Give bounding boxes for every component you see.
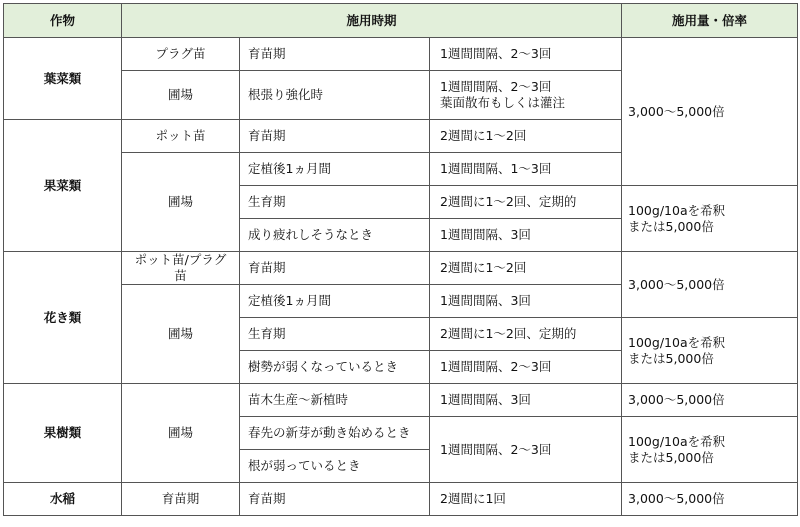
- amount-cell: [622, 186, 798, 252]
- amount-line: 100g/10aを希釈: [628, 202, 726, 218]
- header-row: [4, 4, 798, 38]
- amount-cell: 3,000～5,000倍: [622, 483, 798, 516]
- time-cell: 育苗期: [240, 252, 430, 285]
- time-cell: 春先の新芽が動き始めるとき: [240, 417, 430, 450]
- frequency-note: 葉面散布もしくは灌注: [440, 95, 566, 110]
- header-crop: 作物: [4, 4, 122, 38]
- amount-line: 100g/10aを希釈: [628, 433, 726, 449]
- time-cell: 生育期: [240, 318, 430, 351]
- frequency-cell: 2週間に1～2回: [430, 120, 622, 153]
- amount-line: 100g/10aを希釈: [628, 334, 726, 350]
- stage-cell: 育苗期: [122, 483, 240, 516]
- crop-cell: 花き類: [4, 252, 122, 384]
- frequency-cell: 2週間に1～2回: [430, 252, 622, 285]
- table-row: [4, 252, 798, 285]
- frequency-cell: 1週間間隔、2～3回: [430, 351, 622, 384]
- amount-cell: 3,000～5,000倍: [622, 38, 798, 186]
- table-row: [4, 483, 798, 516]
- amount-cell: [622, 318, 798, 384]
- stage-cell: 圃場: [122, 71, 240, 120]
- frequency-cell: [430, 71, 622, 120]
- frequency-cell: 1週間間隔、2～3回: [430, 38, 622, 71]
- header-amount: 施用量・倍率: [622, 4, 798, 38]
- amount-cell: 3,000～5,000倍: [622, 252, 798, 318]
- frequency-cell: 1週間間隔、1～3回: [430, 153, 622, 186]
- frequency-cell: 1週間間隔、2～3回: [430, 417, 622, 483]
- time-cell: 樹勢が弱くなっているとき: [240, 351, 430, 384]
- time-cell: 成り疲れしそうなとき: [240, 219, 430, 252]
- time-cell: 育苗期: [240, 120, 430, 153]
- frequency-line: 1週間間隔、2～3回: [440, 79, 552, 94]
- frequency-cell: 1週間間隔、3回: [430, 285, 622, 318]
- stage-cell: プラグ苗: [122, 38, 240, 71]
- table-row: [4, 38, 798, 71]
- time-cell: 根が弱っているとき: [240, 450, 430, 483]
- time-cell: 定植後1ヵ月間: [240, 285, 430, 318]
- time-cell: 定植後1ヵ月間: [240, 153, 430, 186]
- frequency-cell: 1週間間隔、3回: [430, 384, 622, 417]
- time-cell: 育苗期: [240, 483, 430, 516]
- crop-cell: 果菜類: [4, 120, 122, 252]
- header-period: 施用時期: [122, 4, 622, 38]
- amount-line: または5,000倍: [628, 218, 714, 234]
- time-cell: 育苗期: [240, 38, 430, 71]
- amount-cell: [622, 417, 798, 483]
- amount-cell: 3,000～5,000倍: [622, 384, 798, 417]
- stage-cell: 圃場: [122, 153, 240, 252]
- frequency-cell: 2週間に1～2回、定期的: [430, 186, 622, 219]
- stage-cell: ポット苗: [122, 120, 240, 153]
- time-cell: 根張り強化時: [240, 71, 430, 120]
- frequency-cell: 2週間に1回: [430, 483, 622, 516]
- application-table: [3, 3, 798, 516]
- table-row: [4, 384, 798, 417]
- time-cell: 生育期: [240, 186, 430, 219]
- stage-cell: ポット苗/プラグ苗: [122, 252, 240, 285]
- amount-line: または5,000倍: [628, 449, 714, 465]
- amount-line: または5,000倍: [628, 350, 714, 366]
- time-cell: 苗木生産～新植時: [240, 384, 430, 417]
- stage-cell: 圃場: [122, 384, 240, 483]
- stage-cell: 圃場: [122, 285, 240, 384]
- crop-cell: 水稲: [4, 483, 122, 516]
- crop-cell: 葉菜類: [4, 38, 122, 120]
- frequency-cell: 1週間間隔、3回: [430, 219, 622, 252]
- frequency-cell: 2週間に1～2回、定期的: [430, 318, 622, 351]
- crop-cell: 果樹類: [4, 384, 122, 483]
